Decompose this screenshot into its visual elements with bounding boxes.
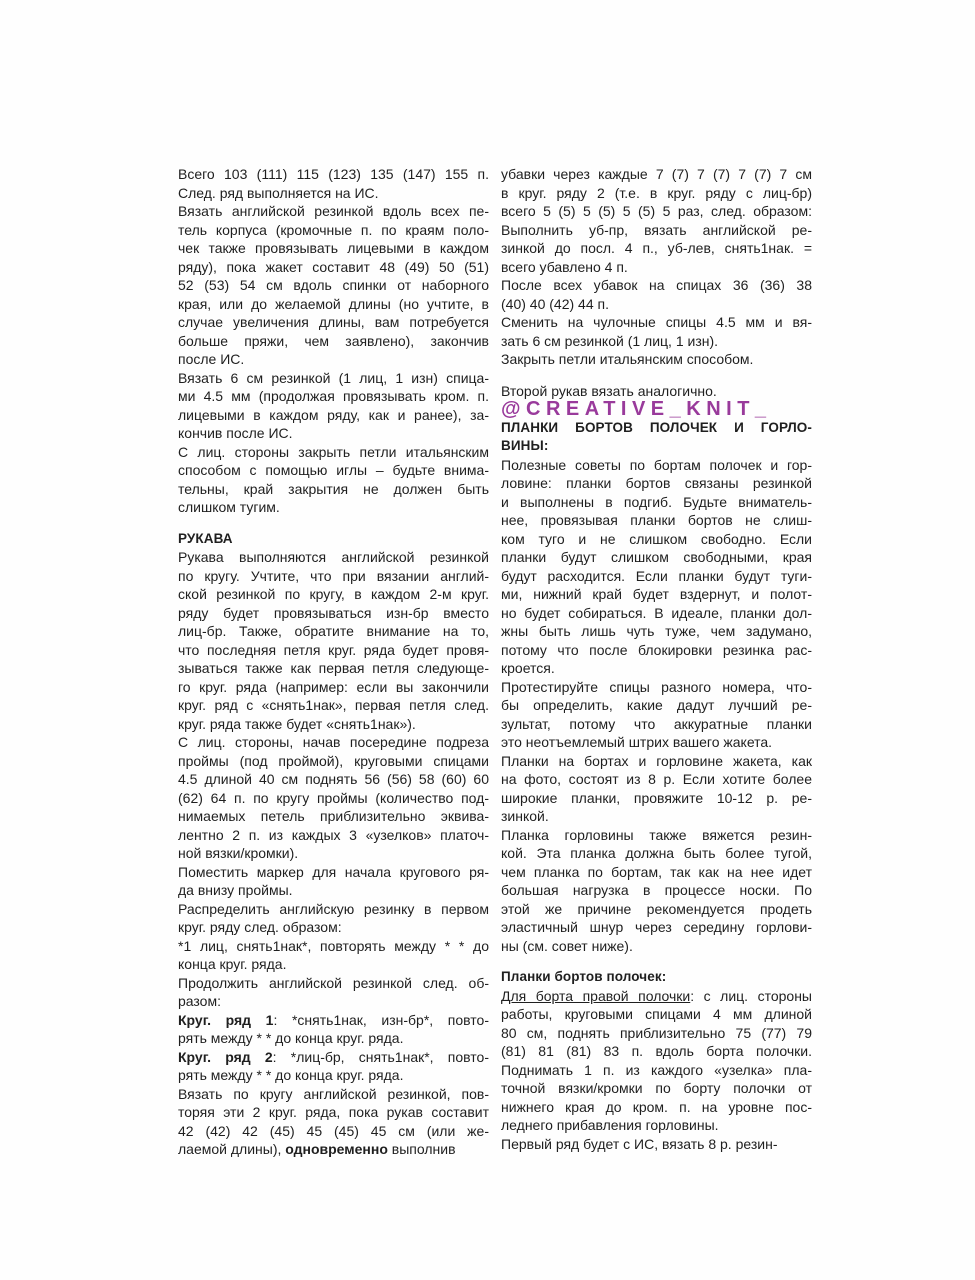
text-line: Всего 103 (111) 115 (123) 135 (147) 155 п. xyxy=(178,166,489,182)
text-line: круг. ряда также будет «снять1нак»). xyxy=(178,715,416,732)
text-line: на фото, состоят из 8 р. Если хотите более xyxy=(501,771,812,787)
text-line: чем планка по бортам, так как на нее идет xyxy=(501,863,812,880)
text-line: способом с помощью иглы – будьте внима- xyxy=(178,462,489,478)
text-line: нимаемых петель приблизительно эквива- xyxy=(178,808,489,824)
text-line: нижнего края до кром. п. на уровне пос- xyxy=(501,1098,812,1115)
paragraph xyxy=(501,456,812,678)
text-line: слишком тугим. xyxy=(178,499,280,515)
text-line: 80 см, поднять приблизительно 75 (77) 79 xyxy=(501,1024,812,1041)
paragraph xyxy=(501,987,812,1135)
text-run: лаемой длины), xyxy=(178,1141,286,1157)
text-line: торяя эти 2 круг. ряда, пока рукав составит xyxy=(178,1104,489,1120)
text-line: этой же причине рекомендуется продеть xyxy=(501,900,812,917)
text-line xyxy=(178,1140,489,1159)
text-line: разом: xyxy=(178,993,221,1009)
text-line: всего убавлено 4 п. xyxy=(501,258,628,275)
text-line: случае увеличения длины, вам потребуется xyxy=(178,314,489,330)
paragraph xyxy=(178,974,489,1011)
paragraph xyxy=(178,1048,489,1085)
text-line: кой. Эта планка должна быть более тугой, xyxy=(501,845,812,861)
text-line: зать 6 см резинкой (1 лиц, 1 изн). xyxy=(501,332,719,349)
text-run: : *лиц-бр, снять1нак*, повто- xyxy=(272,1048,489,1065)
text-line: Планки бортов полочек: xyxy=(501,969,667,984)
text-line: после ИС. xyxy=(178,351,245,367)
paragraph xyxy=(501,1135,812,1154)
text-line: С лиц. стороны, начав посередине подреза xyxy=(178,734,489,750)
text-line: большая нагрузка в процессе носки. По xyxy=(501,882,812,898)
text-run: выполнив xyxy=(387,1141,456,1157)
text-line: Протестируйте спицы разного номера, что- xyxy=(501,678,812,695)
text-run: Круг. ряд 2 xyxy=(178,1048,273,1065)
paragraph xyxy=(501,313,812,350)
text-line: лиц-бр. Также, обратите внимание на то, xyxy=(178,623,489,639)
paragraph xyxy=(178,863,489,900)
text-line: в круг. ряду 2 (т.е. в круг. ряду с лиц-бр) xyxy=(501,184,812,201)
text-line: Планки на бортах и горловине жакета, как xyxy=(501,752,812,769)
text-line: зультат, потому что аккуратные планки xyxy=(501,715,812,732)
text-line: эластичный шнур через середину горлови- xyxy=(501,919,812,935)
text-line: Полезные советы по бортам полочек и гор- xyxy=(501,456,812,473)
text-line: всего 5 (5) 5 (5) 5 (5) 5 раз, след. образом: xyxy=(501,203,812,219)
paragraph xyxy=(178,937,489,974)
text-line: круг. ряд с «снять1нак», первая петля след. xyxy=(178,697,489,713)
paragraph xyxy=(178,369,489,443)
text-line: ком туго и не слишком свободно. Если xyxy=(501,530,812,547)
paragraph xyxy=(501,221,812,277)
text-line: 52 (53) 54 см вдоль спинки от наборного xyxy=(178,277,489,293)
text-line: зываться также как первая петля следующе- xyxy=(178,660,489,676)
text-line: го круг. ряда (например: если вы закончили xyxy=(178,678,489,695)
page-content xyxy=(178,165,812,1159)
text-line: ми 4.5 мм (продолжая провязывать кром. п. xyxy=(178,388,489,404)
paragraph-spacer xyxy=(501,955,812,968)
text-line: жны быть лишь чуть туже, чем задумано, xyxy=(501,623,812,639)
text-run: Круг. ряд 1 xyxy=(178,1011,274,1028)
text-line xyxy=(178,1048,489,1067)
text-line: будут расходится. Если планки будут туги- xyxy=(501,567,812,584)
text-line: ми, нижний край будет вздернут, и полот- xyxy=(501,586,812,602)
text-line: 4.5 длиной 40 см поднять 56 (56) 58 (60) 60 xyxy=(178,771,489,787)
text-line: Второй рукав вязать аналогично. xyxy=(501,382,717,399)
text-line: точной вязки/кромки по борту полочки от xyxy=(501,1080,812,1096)
paragraph xyxy=(501,276,812,313)
paragraph xyxy=(501,350,812,369)
paragraph xyxy=(178,548,489,733)
text-line: (81) 81 (81) 83 п. вдоль борта полочки. xyxy=(501,1043,812,1059)
text-line: но будет собираться. В идеале, планки дол- xyxy=(501,604,812,621)
text-line: ПЛАНКИ БОРТОВ ПОЛОЧЕК И ГОРЛО- xyxy=(501,419,812,435)
text-line: (62) 64 п. по кругу проймы (количество под- xyxy=(178,789,489,806)
text-line: (40) 40 (42) 44 п. xyxy=(501,295,609,312)
text-line: леднего прибавления горловины. xyxy=(501,1117,719,1133)
text-line: нее, провязывая планки бортов не слиш- xyxy=(501,512,812,528)
text-line: ной вязки/кромки). xyxy=(178,845,299,861)
text-line: кончив после ИС. xyxy=(178,425,293,441)
paragraph xyxy=(178,900,489,937)
section-heading xyxy=(501,968,812,987)
text-line: чек также провязывать лицевыми в каждом xyxy=(178,240,489,256)
text-line: Поместить маркер для начала кругового ря- xyxy=(178,863,489,880)
text-run: Для борта правой полочки xyxy=(501,987,691,1004)
paragraph xyxy=(178,443,489,517)
text-run: : *снять1нак, изн-бр*, повто- xyxy=(273,1011,489,1028)
text-line: тельны, край закрытия не должен быть xyxy=(178,480,489,497)
section-heading xyxy=(501,419,812,456)
paragraph xyxy=(178,165,489,202)
text-line: С лиц. стороны закрыть петли итальянским xyxy=(178,443,489,460)
text-line: Вязать 6 см резинкой (1 лиц, 1 изн) спица- xyxy=(178,369,489,386)
text-line: кроется. xyxy=(501,660,555,676)
text-line: ловине: планки бортов связаны резинкой xyxy=(501,475,812,491)
text-line: планки будут слишком свободными, края xyxy=(501,549,812,565)
text-line: зинкой до посл. 4 п., уб-лев, снять1нак. = xyxy=(501,240,812,256)
text-line: Продолжить английской резинкой след. об- xyxy=(178,974,489,991)
text-line: что последняя петля круг. ряда будет провя- xyxy=(178,641,489,658)
text-line: Планка горловины также вяжется резин- xyxy=(501,826,812,843)
text-line: Выполнить уб-пр, вязать английской ре- xyxy=(501,221,812,238)
text-line: конца круг. ряда. xyxy=(178,956,287,972)
text-line xyxy=(501,987,812,1006)
text-line: След. ряд выполняется на ИС. xyxy=(178,184,379,201)
text-line: ВИНЫ: xyxy=(501,438,549,453)
text-line: и выполнены в подгиб. Будьте вниматель- xyxy=(501,493,812,510)
text-line: больше пряжи, чем заявлено), закончив xyxy=(178,332,489,349)
text-line: Сменить на чулочные спицы 4.5 мм и вя- xyxy=(501,314,812,330)
text-line: бы определить, какие дадут лучший ре- xyxy=(501,697,812,713)
paragraph xyxy=(178,1085,489,1159)
text-line: 42 (42) 42 (45) 45 (45) 45 см (или же- xyxy=(178,1122,489,1139)
text-line: рять между * * до конца круг. ряда. xyxy=(178,1030,404,1046)
text-line: края, или до желаемой длины (но учтите, в xyxy=(178,295,489,312)
text-line: Рукава выполняются английской резинкой xyxy=(178,549,489,565)
paragraph-spacer xyxy=(501,369,812,382)
paragraph xyxy=(178,1011,489,1048)
text-line: После всех убавок на спицах 36 (36) 38 xyxy=(501,277,812,293)
text-line: круг. ряду след. образом: xyxy=(178,919,342,935)
text-line: широкие планки, провяжите 10-12 р. ре- xyxy=(501,789,812,806)
text-line: да внизу проймы. xyxy=(178,882,293,898)
text-line: Вязать английской резинкой вдоль всех пе- xyxy=(178,203,489,219)
text-line: проймы (под проймой), круговыми спицами xyxy=(178,752,489,769)
text-line: лицевыми в каждом ряду, как и ранее), за- xyxy=(178,406,489,423)
text-line: Закрыть петли итальянским способом. xyxy=(501,351,754,367)
text-line: тель корпуса (кромочные п. по краям поло- xyxy=(178,221,489,238)
text-line: работы, круговыми спицами 4 мм длиной xyxy=(501,1006,812,1022)
text-line: ны (см. совет ниже). xyxy=(501,937,633,954)
paragraph xyxy=(178,733,489,863)
text-line: РУКАВА xyxy=(178,530,233,546)
text-line: лентно 2 п. из каждых 3 «узелков» платоч- xyxy=(178,826,489,843)
text-line: это неотъемлемый штрих вашего жакета. xyxy=(501,734,773,750)
text-line: Первый ряд будет с ИС, вязать 8 р. резин- xyxy=(501,1135,778,1152)
text-run: одновременно xyxy=(285,1141,388,1157)
section-heading xyxy=(178,530,489,549)
paragraph xyxy=(501,826,812,956)
left-column xyxy=(178,165,489,1159)
text-line: ской резинкой по кругу, в каждом 2-м круг. xyxy=(178,586,489,602)
paragraph xyxy=(501,165,812,221)
text-line: по кругу. Учтите, что при вязании англий- xyxy=(178,567,489,584)
text-run: : с лиц. стороны xyxy=(690,987,812,1004)
watermark-text: @CREATIVE_KNIT_ xyxy=(501,398,772,420)
text-line: ряду), пока жакет составит 48 (49) 50 (51) xyxy=(178,258,489,275)
text-line xyxy=(178,1011,489,1030)
text-line: Поднимать 1 п. из каждого «узелка» пла- xyxy=(501,1061,812,1078)
paragraph xyxy=(501,678,812,752)
text-line: убавки через каждые 7 (7) 7 (7) 7 (7) 7 см xyxy=(501,166,812,182)
text-line: рять между * * до конца круг. ряда. xyxy=(178,1067,404,1083)
text-line: ряду будет провязываться изн-бр вместо xyxy=(178,604,489,621)
text-line: зинкой. xyxy=(501,808,549,824)
text-line: Вязать по кругу английской резинкой, пов- xyxy=(178,1085,489,1102)
paragraph xyxy=(178,202,489,369)
text-line: *1 лиц, снять1нак*, повторять между * * до xyxy=(178,937,489,954)
paragraph xyxy=(501,752,812,826)
text-line: потому что после блокировки резинка рас- xyxy=(501,641,812,658)
right-column xyxy=(501,165,812,1159)
paragraph-spacer xyxy=(178,517,489,530)
text-line: Распределить английскую резинку в первом xyxy=(178,900,489,917)
